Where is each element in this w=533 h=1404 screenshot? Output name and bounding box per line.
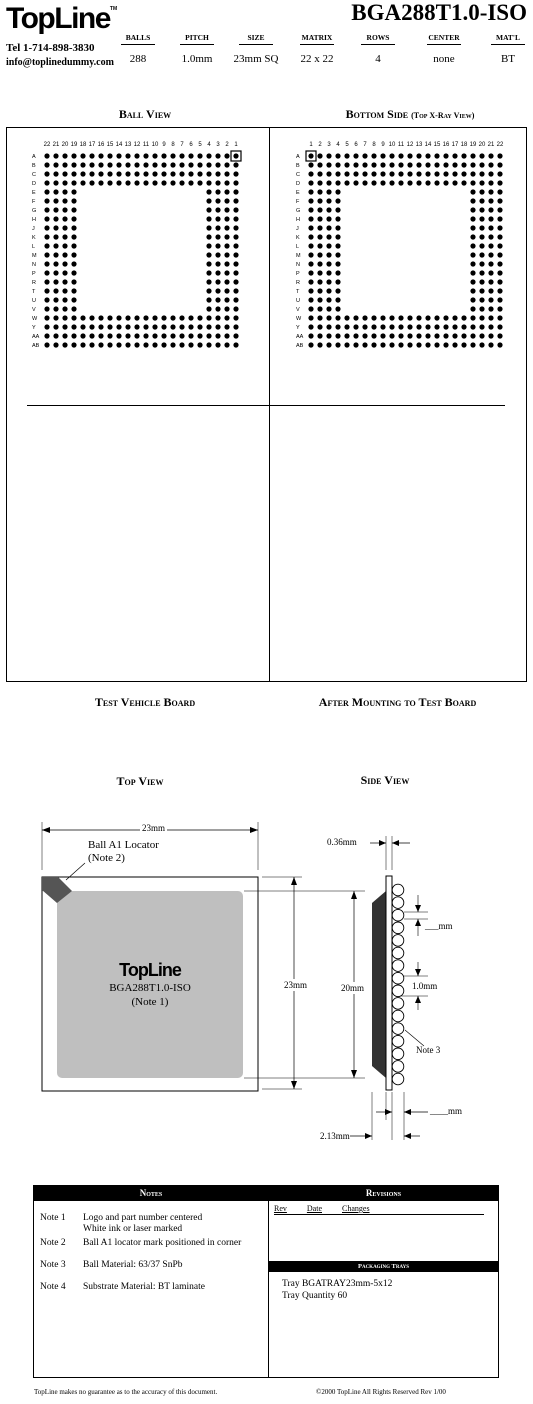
packaging-heading: Packaging Trays [269,1261,498,1272]
ball-view-col-label: 13 [124,142,132,148]
ball-view-row-label: Y [32,325,36,331]
ball-view-row-label: V [32,307,36,313]
bottom-view-col-label: 18 [460,142,468,148]
ball-view-title: Ball View [118,107,172,121]
bottom-view-row-label: T [296,289,300,295]
side-solder-ball [392,1023,404,1035]
side-solder-ball [392,960,404,972]
bottom-view-row-label: B [296,163,300,169]
footer-copyright: ©2000 TopLine All Rights Reserved Rev 1/00 [316,1388,446,1396]
ball-view-row-label: A [32,154,36,160]
revisions-columns [274,1204,484,1215]
notes-heading: Notes [34,1186,268,1201]
height-23-label: 23mm [284,980,308,990]
package-part-number: BGA288T1.0-ISO [109,982,191,994]
bottom-side-title: Bottom Side (Top X-Ray View) [345,107,475,121]
ball-view-row-label: J [32,226,35,232]
bottom-view-row-label: M [296,253,301,259]
spec-value-2: 23mm SQ [233,53,279,65]
ball-view-row-label: E [32,190,36,196]
bottom-view-col-label: 11 [397,142,405,148]
side-solder-ball [392,884,404,896]
spec-value-6: BT [500,53,516,65]
spec-value-4: 4 [375,53,381,65]
bottom-view-row-label: K [296,235,300,241]
footer-disclaimer: TopLine makes no guarantee as to the accuracy of this document. [34,1388,218,1396]
bottom-view-col-label: 19 [469,142,477,148]
packaging-info [282,1278,392,1302]
ball-view-col-label: 17 [88,142,96,148]
side-solder-ball [392,985,404,997]
ball-view-col-label: 3 [216,142,220,148]
bottom-view-col-label: 17 [451,142,459,148]
spec-value-0: 288 [129,53,147,65]
package-logo: TopLine [119,960,181,980]
bottom-view-col-label: 8 [372,142,376,148]
ball-view-col-label: 11 [142,142,150,148]
side-solder-ball [392,922,404,934]
note-text: Ball A1 locator mark positioned in corner [83,1238,242,1248]
ball-view-row-label: F [32,199,36,205]
ball-view-row-label: D [32,181,36,187]
after-mounting-title: After Mounting to Test Board [318,695,477,709]
bottom-view-col-label: 20 [478,142,486,148]
side-solder-ball [392,935,404,947]
ball-view-row-label: R [32,280,36,286]
ball-view-col-label: 19 [70,142,78,148]
ball-view-row-label: B [32,163,36,169]
spec-label-4: ROWS [366,33,390,42]
bottom-view-col-label: 5 [345,142,349,148]
bottom-view-row-label: N [296,262,300,268]
side-solder-ball [392,998,404,1010]
ball-view-col-label: 6 [189,142,193,148]
ball-view-col-label: 9 [162,142,166,148]
notes-divider [268,1185,269,1378]
note-label: Note 3 [40,1260,66,1270]
bottom-view-row-label: AB [296,343,304,349]
side-solder-ball [392,1073,404,1085]
bottom-view-col-label: 21 [487,142,495,148]
spec-label-3: MATRIX [301,33,333,42]
topline-logo: TopLine™ [6,2,118,35]
ball-view-col-label: 2 [225,142,229,148]
spec-label-6: MAT'L [495,33,521,42]
ball-view-row-label: P [32,271,36,277]
side-solder-ball [392,1061,404,1073]
revisions-heading: Revisions [269,1186,498,1201]
bottom-view-col-label: 10 [388,142,396,148]
side-solder-ball [392,909,404,921]
ball-view-row-label: H [32,217,36,223]
bottom-view-row-label: E [296,190,300,196]
ball-view-col-label: 4 [207,142,211,148]
ball-view-col-label: 14 [115,142,123,148]
thickness-dim-label: 0.36mm [327,837,357,847]
width-dim-label: 23mm [142,823,166,833]
note-text: Substrate Material: BT laminate [83,1282,205,1292]
ball-view-row-label: T [32,289,36,295]
ball-view-col-label: 12 [133,142,141,148]
part-number-title: BGA288T1.0-ISO [351,0,527,25]
package-note: (Note 1) [131,996,169,1008]
ball-view-row-label: M [32,253,37,259]
ball-view-col-label: 15 [106,142,114,148]
ball-view-col-label: 21 [52,142,60,148]
bottom-view-row-label: G [296,208,301,214]
bottom-view-row-label: L [296,244,300,250]
spec-value-5: none [433,53,455,65]
bottom-view-col-label: 22 [496,142,504,148]
ball-view-row-label: AA [32,334,40,340]
bottom-view-col-label: 6 [354,142,358,148]
ball-dia-label: ___mm [425,921,453,931]
bottom-view-col-label: 1 [309,142,313,148]
ball-view-col-label: 20 [61,142,69,148]
note-label: Note 1 [40,1213,66,1223]
ball-view-row-label: AB [32,343,40,349]
bottom-view-col-label: 7 [363,142,367,148]
side-solder-ball [392,897,404,909]
tray-quantity: Tray Quantity 60 [282,1291,348,1301]
email-link[interactable]: info@toplinedummy.com [6,57,114,68]
note-label: Note 2 [40,1238,66,1248]
bottom-view-col-label: 16 [442,142,450,148]
ball-view-col-label: 22 [43,142,51,148]
bottom-dim-label: ____mm [430,1106,463,1116]
ball-view-col-label: 1 [234,142,238,148]
ball-view-col-label: 16 [97,142,105,148]
bottom-view-col-label: 12 [406,142,414,148]
pitch-label: 1.0mm [412,981,438,991]
bottom-view-row-label: U [296,298,300,304]
bottom-view-col-label: 2 [318,142,322,148]
locator-label: Ball A1 Locator (Note 2) [88,839,159,864]
note-text: Ball Material: 63/37 SnPb [83,1260,183,1270]
bottom-view-col-label: 3 [327,142,331,148]
ball-view-col-label: 8 [171,142,175,148]
ball-view-row-label: K [32,235,36,241]
side-solder-ball [392,947,404,959]
bottom-view-col-label: 9 [381,142,385,148]
date-col: Date [306,1204,322,1213]
substrate-side [386,876,392,1090]
bottom-view-row-label: J [296,226,299,232]
bottom-view-col-label: 13 [415,142,423,148]
side-view-title: Side View [360,773,410,787]
note-text: Logo and part number centered [83,1213,203,1223]
spec-label-2: SIZE [247,33,265,42]
ball-view-row-label: G [32,208,37,214]
side-solder-ball [392,1048,404,1060]
ball-view-col-label: 10 [151,142,159,148]
note-text: White ink or laser marked [83,1224,183,1234]
side-solder-ball [392,972,404,984]
bottom-view-row-label: V [296,307,300,313]
bottom-view-row-label: W [296,316,302,322]
bottom-view-row-label: H [296,217,300,223]
ball-view-row-label: C [32,172,36,178]
bottom-view-col-label: 4 [336,142,340,148]
spec-label-1: PITCH [185,33,209,42]
height-20-label: 20mm [341,983,365,993]
bottom-view-row-label: AA [296,334,304,340]
rev-col: Rev [274,1204,287,1213]
spec-label-5: CENTER [428,33,460,42]
bottom-view-col-label: 15 [433,142,441,148]
telephone: Tel 1-714-898-3830 [6,42,95,54]
bottom-view-row-label: F [296,199,300,205]
note3-leader [405,1030,424,1046]
tray-type: Tray BGATRAY23mm-5x12 [282,1279,393,1289]
bottom-view-row-label: Y [296,325,300,331]
top-view-title: Top View [116,774,164,788]
bottom-view-row-label: D [296,181,300,187]
test-vehicle-title: Test Vehicle Board [94,695,196,709]
offset-dim-label: 2.13mm [320,1131,350,1141]
ball-view-col-label: 5 [198,142,202,148]
ball-view-col-label: 7 [180,142,184,148]
changes-col: Changes [342,1204,370,1213]
spec-value-1: 1.0mm [181,53,213,65]
bottom-view-row-label: C [296,172,300,178]
note3-label: Note 3 [416,1045,441,1055]
spec-label-0: BALLS [125,33,151,42]
ball-view-row-label: L [32,244,36,250]
bottom-view-col-label: 14 [424,142,432,148]
bottom-view-row-label: P [296,271,300,277]
bottom-view-row-label: R [296,280,300,286]
side-solder-ball [392,1010,404,1022]
ball-view-col-label: 18 [79,142,87,148]
ball-view-row-label: U [32,298,36,304]
mold-cap-side [372,891,386,1078]
ball-view-row-label: W [32,316,38,322]
ball-view-row-label: N [32,262,36,268]
note-label: Note 4 [40,1282,66,1292]
side-solder-ball [392,1035,404,1047]
spec-value-3: 22 x 22 [300,53,334,65]
bottom-view-row-label: A [296,154,300,160]
